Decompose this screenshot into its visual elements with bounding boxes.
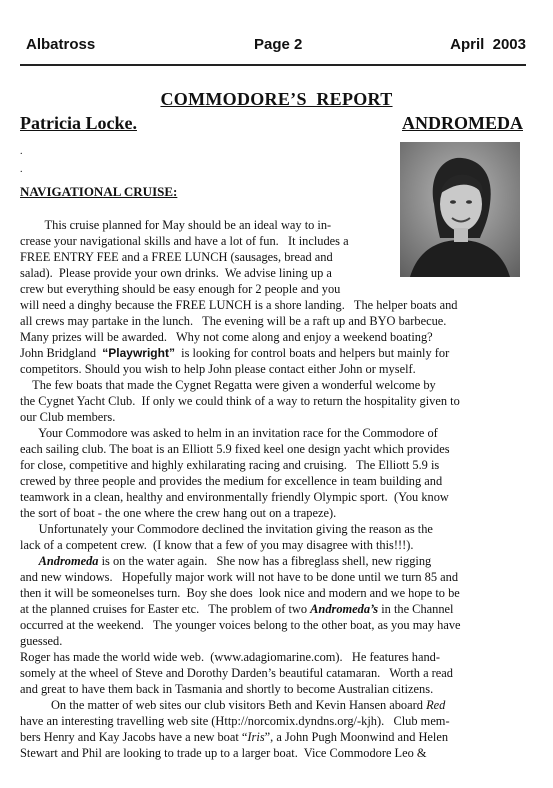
text-line: This cruise planned for May should be an ideal way to in- (20, 218, 332, 232)
portrait-photo-icon (400, 142, 520, 277)
text-line: Unfortunately your Commodore declined the invitation giving the reason as the (20, 522, 433, 536)
text-line: crewed by three people and provides the medium for excellence in team building and (20, 474, 443, 488)
text-line: guessed. (20, 634, 63, 648)
text-line: Your Commodore was asked to helm in an invitation race for the Commodore of (20, 426, 438, 440)
text-span: at the planned cruises for Easter etc. The problem of two (20, 602, 311, 616)
text-line: each sailing club. The boat is an Elliott 5.9 fixed keel one design yacht which provides (20, 442, 450, 456)
text-line (20, 553, 461, 569)
stray-marks (20, 145, 23, 177)
boat-name: ANDROMEDA (402, 113, 523, 133)
boat-name-red: Red (426, 698, 446, 712)
text-line: occurred at the weekend. The younger voices belong to the other boat, as you may have (20, 618, 461, 632)
text-span: bers Henry and Kay Jacobs have a new boat “ (20, 730, 248, 744)
boat-name-iris: Iris (247, 730, 265, 744)
text-span: On the matter of web sites our club visitors Beth and Kevin Hansen aboard (20, 698, 427, 712)
text-line (20, 601, 461, 617)
text-line: then it will be someonelses turn. Boy she does look nice and modern and we hope to be (20, 586, 460, 600)
text-line: for close, competitive and highly exhilarating racing and cruising. The Elliott 5.9 is (20, 458, 440, 472)
text-line: teamwork in a clean, healthy and environmentally friendly Olympic sport. (You know (20, 490, 449, 504)
text-line: our Club members. (20, 410, 116, 424)
commodore-photo (400, 142, 520, 277)
text-line: and new windows. Hopefully major work will not have to be done until we turn 85 and (20, 570, 459, 584)
boat-name-playwright: “Playwright” (102, 346, 175, 360)
article-body (20, 297, 461, 761)
text-line: all crews may partake in the lunch. The evening will be a raft up and BYO barbecue. (20, 314, 447, 328)
text-span: is looking for control boats and helpers but mainly for (174, 346, 450, 360)
text-line: crease your navigational skills and have a lot of fun. It includes a (20, 234, 349, 248)
text-line: Roger has made the world wide web. (www.adagiomarine.com). He features hand- (20, 650, 440, 664)
issue-date: April 2003 (450, 36, 526, 53)
text-line: will need a dinghy because the FREE LUNCH is a shore landing. The helper boats and (20, 298, 458, 312)
page-header (26, 36, 526, 60)
text-line (20, 697, 461, 713)
text-line: salad). Please provide your own drinks. We advise lining up a (20, 266, 332, 280)
text-line (20, 345, 461, 361)
text-line: FREE ENTRY FEE and a FREE LUNCH (sausages, bread and (20, 250, 333, 264)
text-line: somely at the wheel of Steve and Dorothy Darden’s beautiful catamaran. Worth a read (20, 666, 453, 680)
boat-name-andromedas: Andromeda’s (310, 602, 379, 616)
text-span: ”, a John Pugh Moonwind and Helen (264, 730, 449, 744)
text-line: and great to have them back in Tasmania and shortly to become Australian citizens. (20, 682, 434, 696)
text-line: the Cygnet Yacht Club. If only we could think of a way to return the hospitality given to (20, 394, 460, 408)
text-line: competitors. Should you wish to help John please contact either John or myself. (20, 362, 416, 376)
page-number: Page 2 (254, 36, 303, 53)
text-line: Stewart and Phil are looking to trade up to a larger boat. Vice Commodore Leo & (20, 746, 427, 760)
text-span: in the Channel (378, 602, 454, 616)
text-span: John Bridgland (20, 346, 103, 360)
text-span: is on the water again. She now has a fibreglass shell, new rigging (98, 554, 432, 568)
author-name: Patricia Locke. (20, 113, 137, 133)
text-line: have an interesting travelling web site (Http://norcomix.dyndns.org/-kjh). Club mem- (20, 714, 450, 728)
boat-name-andromeda: Andromeda (38, 554, 99, 568)
article-body-wrapped (20, 217, 349, 297)
text-line: lack of a competent crew. (I know that a few of you may disagree with this!!!). (20, 538, 414, 552)
text-line: Many prizes will be awarded. Why not come along and enjoy a weekend boating? (20, 330, 433, 344)
section-heading: NAVIGATIONAL CRUISE: (20, 184, 178, 199)
text-line: the sort of boat - the one where the crew hang out on a trapeze). (20, 506, 337, 520)
header-divider (20, 64, 526, 66)
text-span (20, 554, 39, 568)
report-title: COMMODORE’S REPORT (160, 89, 393, 109)
stray-dot-2: . (20, 164, 23, 175)
text-line: The few boats that made the Cygnet Regatta were given a wonderful welcome by (20, 378, 436, 392)
stray-dot-1: . (20, 146, 23, 157)
text-line (20, 729, 461, 745)
text-line: crew but everything should be easy enough for 2 people and you (20, 282, 341, 296)
newsletter-name: Albatross (26, 36, 96, 53)
